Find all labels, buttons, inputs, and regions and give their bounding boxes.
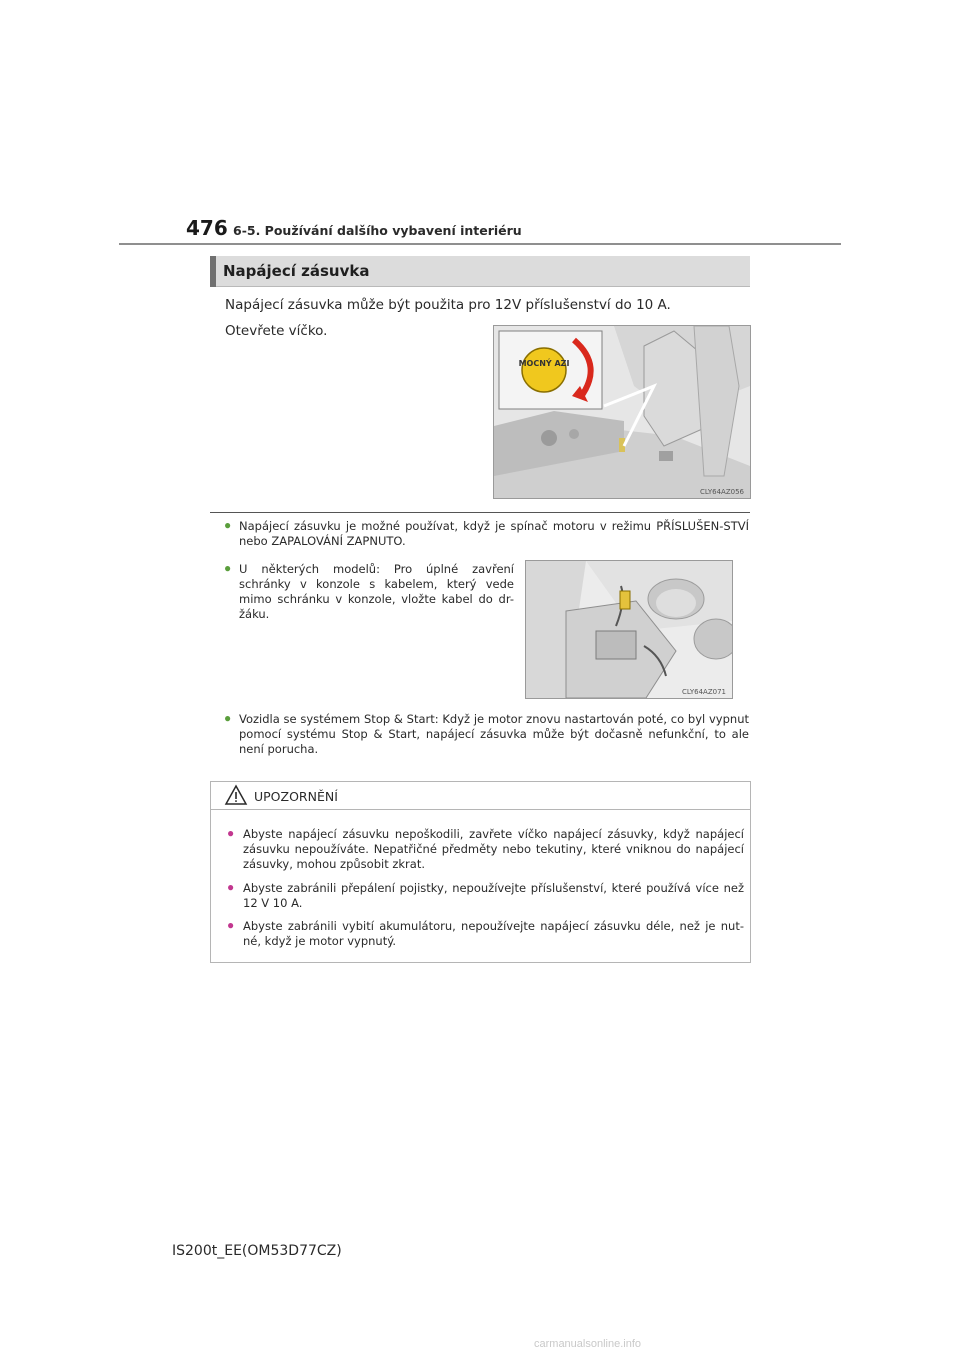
figure-code: CLY64AZ071 — [682, 688, 726, 696]
header-divider — [119, 243, 841, 245]
warning-triangle-icon — [224, 784, 248, 806]
note-bullet-icon: ● — [224, 711, 232, 725]
page-number: 476 — [186, 216, 228, 240]
watermark: carmanualsonline.info — [534, 1338, 642, 1350]
console-cable-figure — [525, 560, 733, 699]
section-title: 6-5. Používání dalšího vybavení interiéru — [233, 223, 522, 238]
warning-bullet-icon: ● — [227, 880, 235, 894]
console-illustration-1 — [494, 326, 750, 498]
note-item: Vozidla se systémem Stop & Start: Když je motor znovu nastartován poté, co byl vypnut pomocí systému Stop & Start, napájecí zásuvka může být dočasně nefunkční, to ale není porucha. — [239, 712, 749, 756]
note-bullet-icon: ● — [224, 518, 232, 532]
power-outlet-lid-figure — [493, 325, 751, 499]
footer-model-code: IS200t_EE(OM53D77CZ) — [172, 1243, 342, 1259]
intro-text: Napájecí zásuvka může být použita pro 12V příslušenství do 10 A. — [225, 297, 671, 313]
content-divider — [210, 512, 750, 513]
warning-item: Abyste zabránili vybití akumulátoru, nepoužívejte napájecí zásuvku déle, než je nut-né, když je motor vypnutý. — [243, 919, 744, 948]
note-item: Napájecí zásuvku je možné používat, když je spínač motoru v režimu PŘÍSLUŠEN-STVÍ nebo ZAPALOVÁNÍ ZAPNUTO. — [239, 519, 749, 548]
warning-bullet-icon: ● — [227, 918, 235, 932]
section-heading-accent — [210, 256, 216, 287]
console-illustration-2 — [526, 561, 732, 698]
warning-divider — [210, 809, 751, 810]
figure-code: CLY64AZ056 — [700, 488, 744, 496]
note-item: U některých modelů: Pro úplné zavření schránky v konzole s kabelem, který vede mimo schránku v konzole, vložte kabel do dr-žáku. — [239, 562, 514, 621]
instruction-text: Otevřete víčko. — [225, 323, 328, 339]
section-heading: Napájecí zásuvka — [223, 262, 370, 280]
warning-item: Abyste napájecí zásuvku nepoškodili, zavřete víčko napájecí zásuvky, když napájecí zásuvku nepoužíváte. Nepatřičné předměty nebo tekutiny, které vniknou do napájecí zásuvky, mohou způsobit zkrat. — [243, 827, 744, 871]
warning-item: Abyste zabránili přepálení pojistky, nepoužívejte příslušenství, které používá více než 12 V 10 A. — [243, 881, 744, 910]
warning-bullet-icon: ● — [227, 826, 235, 840]
note-bullet-icon: ● — [224, 561, 232, 575]
lid-label: MOCNÝ AZI — [518, 359, 570, 368]
warning-title: UPOZORNĚNÍ — [254, 789, 338, 804]
lid-icon — [522, 348, 566, 392]
